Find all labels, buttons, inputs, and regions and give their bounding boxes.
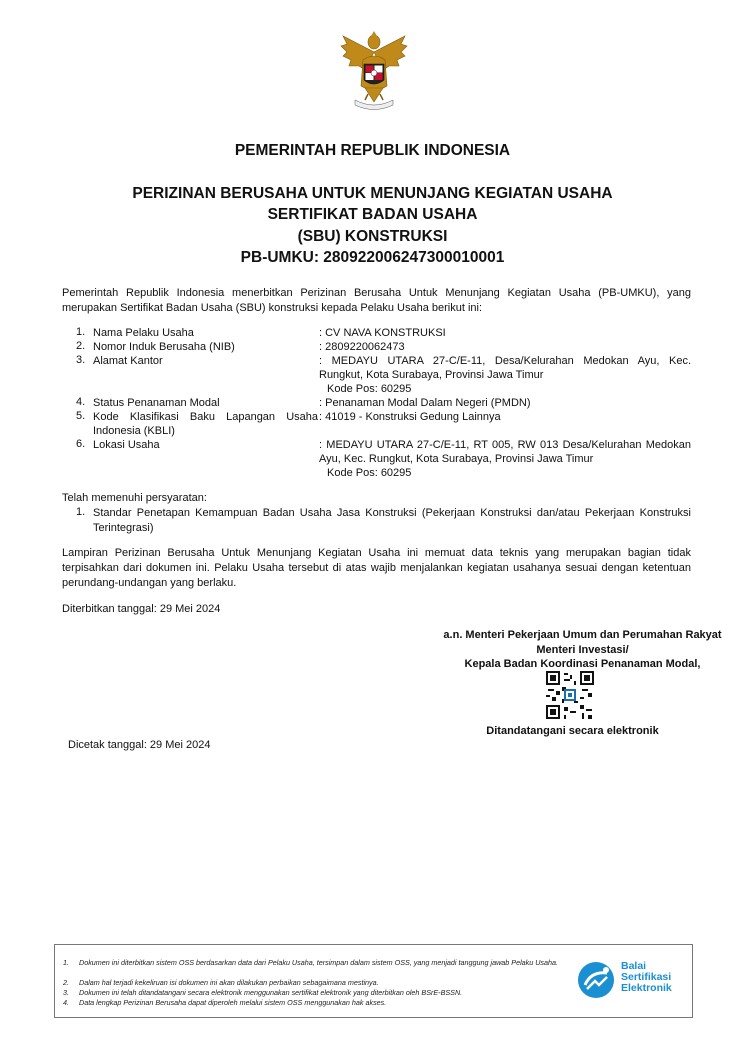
document-title-line-1: PERIZINAN BERUSAHA UNTUK MENUNJANG KEGIATAN USAHA	[132, 185, 613, 202]
bsre-logo-line-1: Balai	[621, 960, 647, 972]
detail-value-nib: : 2809220062473	[319, 341, 405, 353]
detail-number: 4.	[76, 396, 86, 408]
detail-label-nib: Nomor Induk Berusaha (NIB)	[93, 341, 235, 353]
pb-umku-number: PB-UMKU: 280922006247300010001	[240, 249, 505, 266]
detail-value-investment-status: : Penanaman Modal Dalam Negeri (PMDN)	[319, 397, 531, 409]
detail-label-office-address: Alamat Kantor	[93, 355, 163, 367]
detail-label-business-location: Lokasi Usaha	[93, 439, 160, 451]
signature-line-2: Menteri Investasi/	[536, 644, 629, 656]
footnote-number: 1.	[63, 958, 69, 967]
attachment-note: Lampiran Perizinan Berusaha Untuk Menunjang Kegiatan Usaha ini memuat data teknis yang merupakan bagian tidak terpisahkan dari dokumen ini. Pelaku Usaha tersebut di atas wajib menjalankan kegiatan usahanya sesuai dengan ketentuan perundang-undangan yang berlaku.	[62, 547, 691, 589]
detail-value-business-location: : MEDAYU UTARA 27-C/E-11, RT 005, RW 013 Desa/Kelurahan Medokan Ayu, Kec. Rungkut, Kota Surabaya, Provinsi Jawa Timur	[319, 439, 691, 465]
detail-value-business-name: : CV NAVA KONSTRUKSI	[319, 327, 446, 339]
detail-value-location-postcode: Kode Pos: 60295	[327, 467, 412, 479]
bsre-logo-icon	[573, 957, 619, 1003]
detail-number: 3.	[76, 354, 86, 366]
document-title-line-3: (SBU) KONSTRUKSI	[297, 228, 448, 245]
requirements-heading: Telah memenuhi persyaratan:	[62, 492, 207, 504]
footnote-number: 3.	[63, 988, 69, 997]
bsre-logo-text	[621, 961, 672, 994]
signature-line-3: Kepala Badan Koordinasi Penanaman Modal,	[464, 658, 701, 670]
footnote-text: Dalam hal terjadi kekeliruan isi dokumen ini akan dilakukan perbaikan sebagaimana mestinya.	[79, 978, 379, 987]
printed-date: Dicetak tanggal: 29 Mei 2024	[68, 739, 211, 751]
bsre-logo-line-3: Elektronik	[621, 982, 672, 994]
intro-paragraph: Pemerintah Republik Indonesia menerbitkan Perizinan Berusaha Untuk Menunjang Kegiatan Usaha (PB-UMKU), yang merupakan Sertifikat Badan Usaha (SBU) konstruksi kepada Pelaku Usaha berikut ini:	[62, 287, 691, 314]
detail-value-office-postcode: Kode Pos: 60295	[327, 383, 412, 395]
detail-number: 6.	[76, 438, 86, 450]
detail-label-kbli: Kode Klasifikasi Baku Lapangan Usaha Indonesia (KBLI)	[93, 411, 318, 437]
detail-number: 5.	[76, 410, 86, 422]
detail-number: 2.	[76, 340, 86, 352]
detail-value-office-address: : MEDAYU UTARA 27-C/E-11, Desa/Kelurahan Medokan Ayu, Kec. Rungkut, Kota Surabaya, Provinsi Jawa Timur	[319, 355, 691, 381]
footnote-text: Data lengkap Perizinan Berusaha dapat diperoleh melalui sistem OSS menggunakan hak akses.	[79, 998, 387, 1007]
footnote-text: Dokumen ini diterbitkan sistem OSS berdasarkan data dari Pelaku Usaha, tersimpan dalam sistem OSS, yang menjadi tanggung jawab Pelaku Usaha.	[79, 958, 559, 967]
requirement-number: 1.	[76, 506, 86, 518]
issued-date: Diterbitkan tanggal: 29 Mei 2024	[62, 603, 221, 615]
detail-number: 1.	[76, 326, 86, 338]
electronic-signature-note: Ditandatangani secara elektronik	[486, 725, 659, 737]
bsre-logo-line-2: Sertifikasi	[621, 971, 672, 983]
detail-label-investment-status: Status Penanaman Modal	[93, 397, 220, 409]
garuda-emblem-icon	[335, 30, 413, 110]
document-title-line-2: SERTIFIKAT BADAN USAHA	[267, 206, 478, 223]
detail-value-kbli: : 41019 - Konstruksi Gedung Lainnya	[319, 411, 501, 423]
footnote-text: Dokumen ini telah ditandatangani secara elektronik menggunakan sertifikat elektronik yang diterbitkan oleh BSrE-BSSN.	[79, 988, 463, 997]
qr-code-icon	[546, 671, 594, 719]
footnote-number: 2.	[63, 978, 69, 987]
footnote-number: 4.	[63, 998, 69, 1007]
footer-notes-box	[54, 944, 693, 1018]
signature-line-1: a.n. Menteri Pekerjaan Umum dan Perumahan Rakyat	[443, 629, 722, 641]
government-title: PEMERINTAH REPUBLIK INDONESIA	[234, 142, 511, 159]
detail-label-business-name: Nama Pelaku Usaha	[93, 327, 194, 339]
requirement-item: Standar Penetapan Kemampuan Badan Usaha Jasa Konstruksi (Pekerjaan Konstruksi dan/atau Pekerjaan Konstruksi Terintegrasi)	[93, 507, 691, 534]
